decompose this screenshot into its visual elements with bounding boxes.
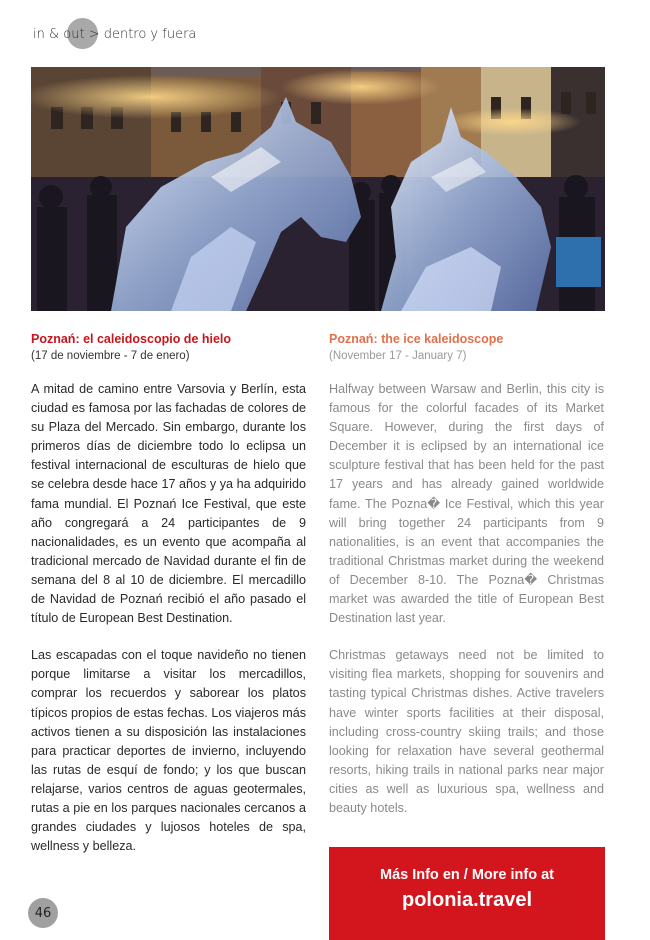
english-paragraph-1: Halfway between Warsaw and Berlin, this city is famous for the colorful facades of its Market Square. However, during the first days of December it is eclipsed by an international ice sculpture festival that has been held for the past 17 years and has already gained worldwide fame. The Pozna� Ice Festival, which this year will bring together 24 participants from 9 nationalities, is an event that accompanies the traditional Christmas market during the weekend of December 8-10. The Pozna� Christmas market was awarded the title of European Best Destination last year. [329,382,604,626]
english-paragraph-2: Christmas getaways need not be limited to visiting flea markets, shopping for souvenirs and tasting typical Christmas dishes. Active travelers have winter sports facilities at their disposal, including cross-country skiing trails; and those looking for relaxation have several geothermal resorts, hiking trails in national parks near major cities as well as luxurious spa, wellness and beauty hotels. [329,648,604,815]
spanish-dates: (17 de noviembre - 7 de enero) [31,350,190,362]
section-header [33,22,196,46]
more-info-box[interactable] [329,847,605,940]
english-dates: (November 17 - January 7) [329,350,467,362]
more-info-label: Más Info en / More info at [379,867,554,883]
english-title: Poznań: the ice kaleidoscope [329,332,504,346]
section-breadcrumb: in & out > dentro y fuera [33,26,197,42]
spanish-title: Poznań: el caleidoscopio de hielo [31,332,232,346]
website-link[interactable]: polonia.travel [401,889,533,911]
ice-sculpture-photo [31,67,605,311]
spanish-paragraph-1: A mitad de camino entre Varsovia y Berlín, esta ciudad es famosa por las fachadas de colores de su Plaza del Mercado. Sin embargo, durante los primeros días de diciembre todo lo eclipsa un festival internacional de esculturas de hielo que se celebra desde hace 17 años y ya ha adquirido fama mundial. El Poznań Ice Festival, que este año congregará a 24 participantes de 9 nacionalidades, es un evento que acompaña al tradicional mercado de Navidad durante el fin de semana del 8 al 10 de diciembre. El mercadillo de Navidad de Poznań recibió el año pasado el título de European Best Destination. [31,382,306,626]
english-column [329,330,604,836]
spanish-column [31,330,306,874]
spanish-paragraph-2: Las escapadas con el toque navideño no tienen porque limitarse a visitar los mercadillos, comprar los recuerdos y saborear los platos típicos propios de estas fechas. Los viajeros más activos tienen a su disposición las instalaciones para practicar deportes de invierno, incluyendo las rutas de esquí de fondo; y los que buscan relajarse, varios centros de aguas geotermales, rutas a pie en los parques nacionales cercanos a grandes ciudades y lujosos hoteles de spa, wellness y belleza. [31,648,306,854]
page-number: 46 [28,898,58,928]
